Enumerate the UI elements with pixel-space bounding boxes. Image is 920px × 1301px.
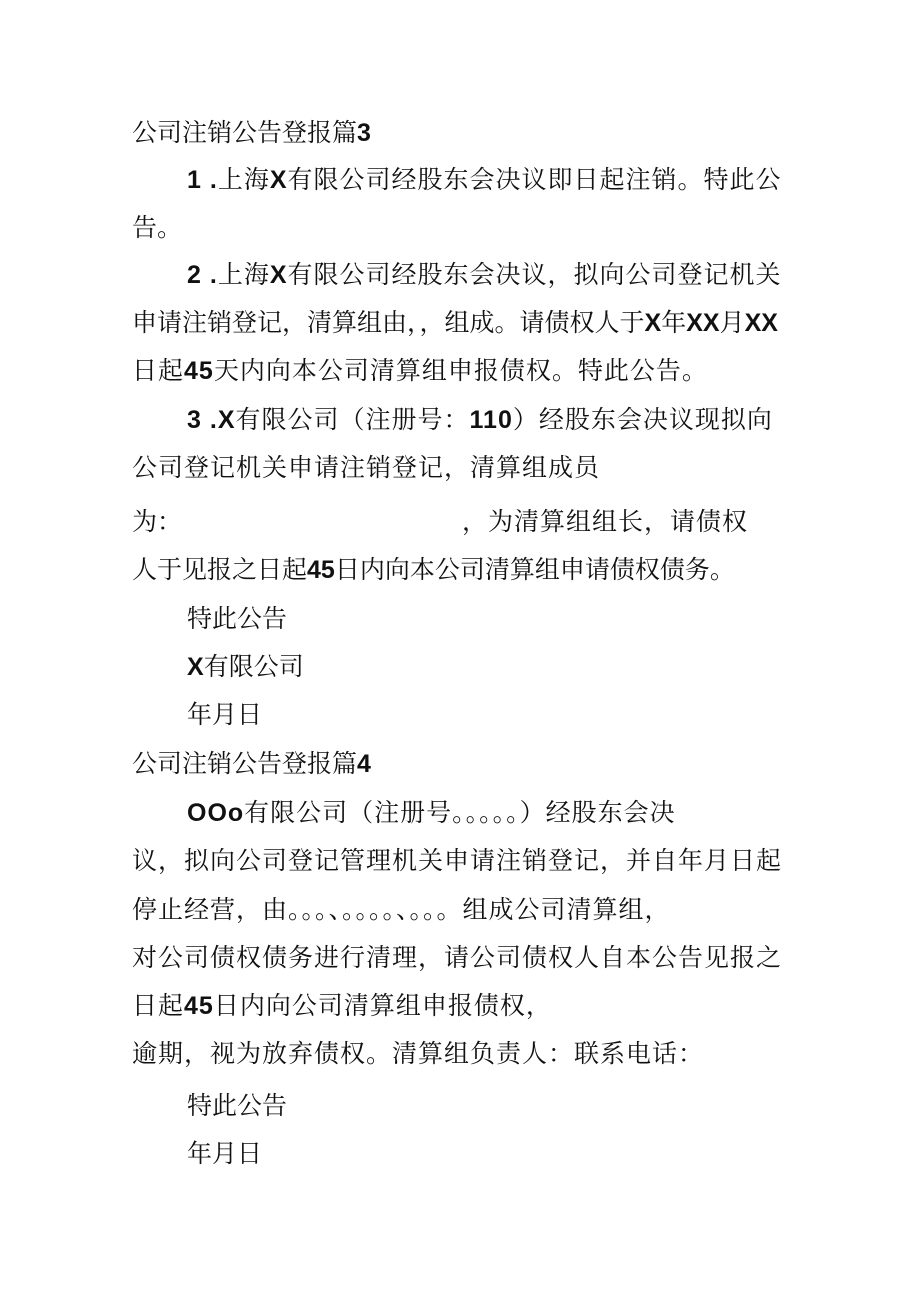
section4-closing: 特此公告 (187, 1091, 288, 1120)
section4-line2: 议，拟向公司登记管理机关申请注销登记，并自年月日起 (132, 846, 783, 875)
section3-item3-line3a: 为： (132, 507, 183, 536)
section4-line3: 停止经营，由。。。、。。。。、。。。组成公司清算组， (132, 895, 671, 924)
section4-line4: 对公司债权债务进行清理，请公司债权人自本公告见报之 (132, 943, 783, 972)
section4-date: 年月日 (187, 1139, 263, 1168)
section3-item3-line2: 公司登记机关申请注销登记，清算组成员 (132, 453, 601, 482)
section4-line1: OOo有限公司（注册号。。。。。）经股东会决 (187, 798, 676, 827)
section3-company: X有限公司 (187, 652, 304, 681)
section3-item2-line3: 日起45天内向本公司清算组申报债权。特此公告。 (132, 356, 708, 385)
section3-item2: 2 .上海X有限公司经股东会决议，拟向公司登记机关 (187, 260, 782, 289)
section4-heading: 公司注销公告登报篇4 (132, 749, 371, 778)
section3-date: 年月日 (187, 700, 263, 729)
section3-closing: 特此公告 (187, 604, 288, 633)
section3-item3-line4: 人于见报之日起45日内向本公司清算组申请债权债务。 (132, 555, 735, 584)
section3-item3: 3 .X有限公司（注册号：110）经股东会决议现拟向 (187, 405, 773, 434)
section4-line6: 逾期，视为放弃债权。清算组负责人：联系电话： (132, 1039, 705, 1068)
section4-line5: 日起45日内向公司清算组申报债权， (132, 991, 552, 1020)
section3-item1: 1 .上海X有限公司经股东会决议即日起注销。特此公 (187, 165, 782, 194)
section3-item3-line3b: ，为清算组组长，请债权 (462, 507, 749, 536)
section3-item1-cont: 告。 (132, 213, 183, 242)
section3-heading: 公司注销公告登报篇3 (132, 118, 371, 147)
section3-item2-line2: 申请注销登记，清算组由，，组成。请债权人于X年XX月XX (132, 308, 778, 337)
